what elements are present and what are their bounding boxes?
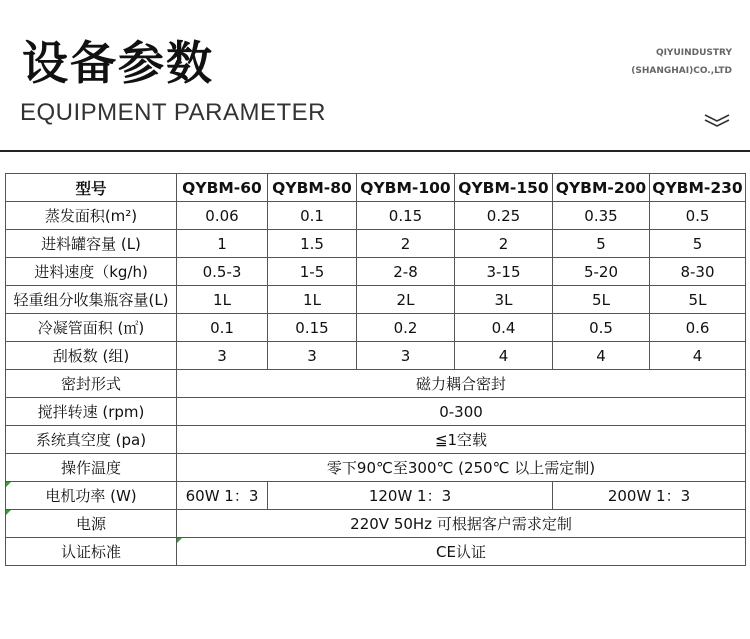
table-cell: 60W 1：3: [177, 482, 268, 510]
table-cell-merged: 磁力耦合密封: [177, 370, 746, 398]
table-cell: 8-30: [650, 258, 746, 286]
table-cell-merged: 220V 50Hz 可根据客户需求定制: [177, 510, 746, 538]
row-label: 系统真空度 (pa): [6, 426, 177, 454]
page-title: 设备参数: [22, 36, 214, 90]
table-cell: 0.1: [268, 202, 357, 230]
row-label: 密封形式: [6, 370, 177, 398]
table-cell: 3L: [455, 286, 553, 314]
row-label: 进料速度（kg/h): [6, 258, 177, 286]
table-cell: 2: [357, 230, 455, 258]
table-row: [6, 370, 746, 398]
table-cell: 5: [650, 230, 746, 258]
table-row: [6, 230, 746, 258]
row-label: 操作温度: [6, 454, 177, 482]
table-cell: 0.5-3: [177, 258, 268, 286]
company-name-line2: (SHANGHAI)CO.,LTD: [631, 66, 732, 76]
table-cell: 5L: [553, 286, 650, 314]
table-cell: 0.5: [650, 202, 746, 230]
table-cell: 2-8: [357, 258, 455, 286]
table-header-row: [6, 174, 746, 202]
table-row: [6, 538, 746, 566]
row-label: 电源: [6, 510, 177, 538]
table-cell: 4: [455, 342, 553, 370]
row-label: 冷凝管面积 (㎡): [6, 314, 177, 342]
row-label: 搅拌转速 (rpm): [6, 398, 177, 426]
table-row: [6, 426, 746, 454]
table-cell: 3-15: [455, 258, 553, 286]
table-row: [6, 202, 746, 230]
page-subtitle: EQUIPMENT PARAMETER: [20, 99, 326, 126]
table-cell-merged: 120W 1：3: [268, 482, 553, 510]
table-cell-merged: 0-300: [177, 398, 746, 426]
double-chevron-down-icon: [704, 113, 730, 127]
table-cell: 0.25: [455, 202, 553, 230]
table-cell: 1-5: [268, 258, 357, 286]
table-row: [6, 286, 746, 314]
table-cell: 1.5: [268, 230, 357, 258]
table-cell: 0.15: [357, 202, 455, 230]
table-cell: 0.2: [357, 314, 455, 342]
model-header: QYBM-150: [455, 174, 553, 202]
row-label: 轻重组分收集瓶容量(L): [6, 286, 177, 314]
table-cell: 0.35: [553, 202, 650, 230]
model-label: 型号: [6, 174, 177, 202]
table-cell: 1: [177, 230, 268, 258]
row-label: 蒸发面积(m²): [6, 202, 177, 230]
model-header: QYBM-200: [553, 174, 650, 202]
company-name: [552, 44, 732, 80]
table-cell: 1L: [177, 286, 268, 314]
table-cell: 4: [650, 342, 746, 370]
table-cell: 3: [177, 342, 268, 370]
table-cell-merged: ≦1空载: [177, 426, 746, 454]
model-header: QYBM-80: [268, 174, 357, 202]
table-cell-merged: 200W 1：3: [553, 482, 746, 510]
row-label: 电机功率 (W): [6, 482, 177, 510]
company-name-line1: QIYUINDUSTRY: [655, 48, 732, 58]
table-cell: 0.4: [455, 314, 553, 342]
table-row: [6, 258, 746, 286]
table-cell: 5L: [650, 286, 746, 314]
table-row: [6, 454, 746, 482]
table-cell: 5-20: [553, 258, 650, 286]
table-cell: 0.15: [268, 314, 357, 342]
row-label: 进料罐容量 (L): [6, 230, 177, 258]
table-cell: 0.1: [177, 314, 268, 342]
table-row: [6, 398, 746, 426]
table-cell-merged: CE认证: [177, 538, 746, 566]
table-cell: 2L: [357, 286, 455, 314]
table-cell: 3: [268, 342, 357, 370]
header-divider: [0, 150, 750, 152]
model-header: QYBM-100: [357, 174, 455, 202]
table-row: [6, 314, 746, 342]
table-cell: 3: [357, 342, 455, 370]
table-cell: 4: [553, 342, 650, 370]
parameter-table: [5, 173, 746, 566]
model-header: QYBM-60: [177, 174, 268, 202]
row-label: 刮板数 (组): [6, 342, 177, 370]
table-cell: 5: [553, 230, 650, 258]
table-cell-merged: 零下90℃至300℃ (250℃ 以上需定制): [177, 454, 746, 482]
table-row: [6, 510, 746, 538]
table-row: [6, 482, 746, 510]
table-cell: 0.5: [553, 314, 650, 342]
model-header: QYBM-230: [650, 174, 746, 202]
table-row: [6, 342, 746, 370]
table-cell: 2: [455, 230, 553, 258]
table-cell: 0.6: [650, 314, 746, 342]
row-label: 认证标准: [6, 538, 177, 566]
table-cell: 0.06: [177, 202, 268, 230]
table-cell: 1L: [268, 286, 357, 314]
